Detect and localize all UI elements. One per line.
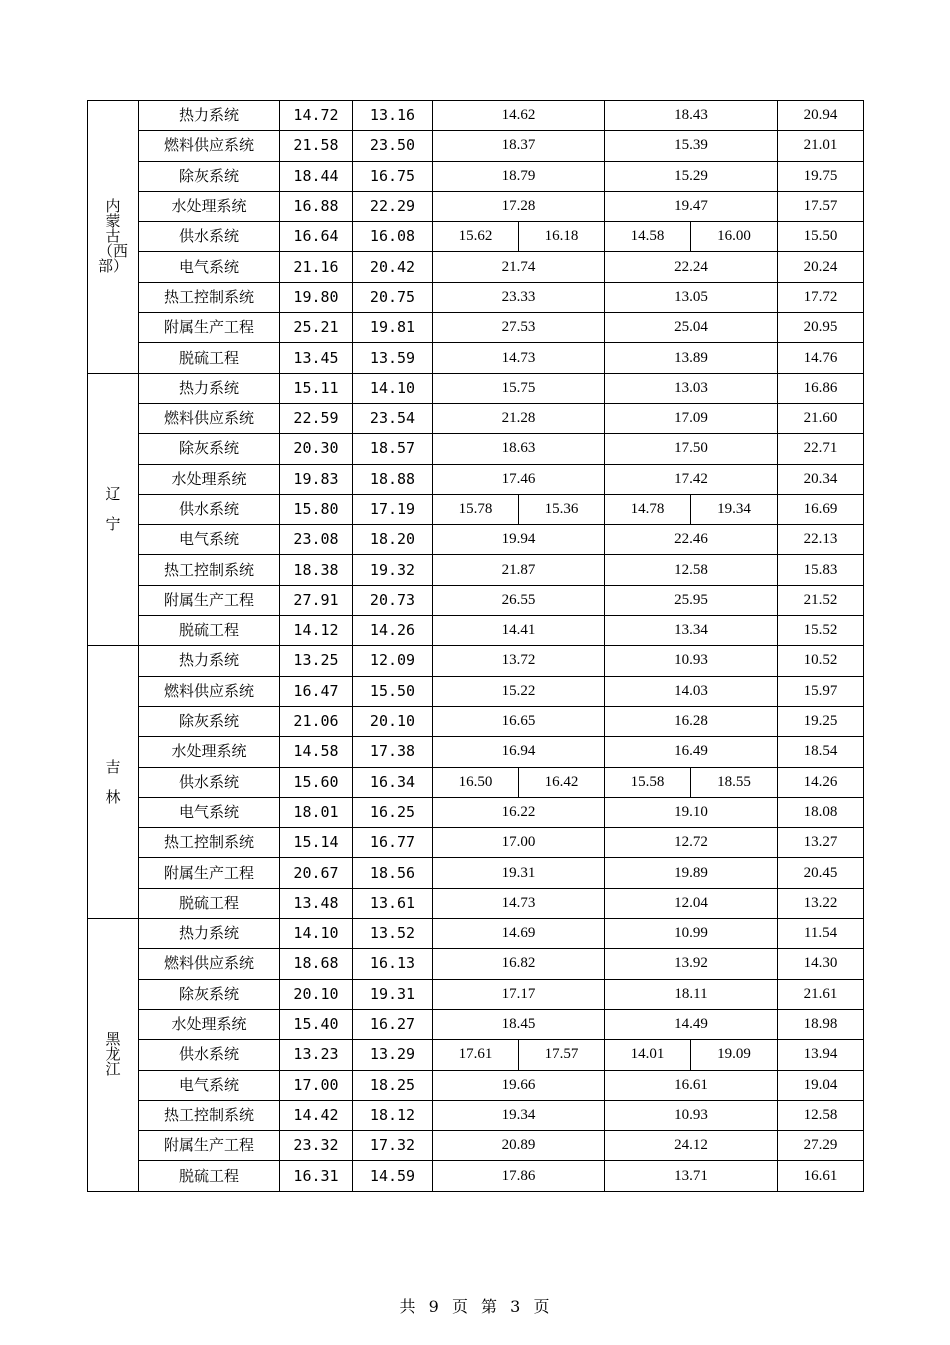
value-cell-2: 18.12 <box>353 1100 433 1130</box>
value-cell-5: 16.49 <box>605 737 778 767</box>
value-cell-3: 14.69 <box>433 919 605 949</box>
value-cell-1: 18.38 <box>280 555 353 585</box>
value-cell-7: 20.24 <box>778 252 864 282</box>
table-row <box>88 1131 864 1161</box>
value-cell-7: 22.13 <box>778 525 864 555</box>
value-cell-2: 15.50 <box>353 676 433 706</box>
system-label-cell: 热力系统 <box>139 919 280 949</box>
value-cell-5: 14.01 <box>605 1040 691 1070</box>
value-cell-7: 20.45 <box>778 858 864 888</box>
system-label-cell: 供水系统 <box>139 767 280 797</box>
footer-total-pages: 9 <box>428 1297 440 1316</box>
system-label-cell: 附属生产工程 <box>139 585 280 615</box>
value-cell-7: 22.71 <box>778 434 864 464</box>
value-cell-1: 25.21 <box>280 313 353 343</box>
value-cell-2: 19.81 <box>353 313 433 343</box>
value-cell-1: 15.11 <box>280 373 353 403</box>
value-cell-2: 18.20 <box>353 525 433 555</box>
table-row <box>88 313 864 343</box>
value-cell-3: 21.87 <box>433 555 605 585</box>
value-cell-5: 14.49 <box>605 1009 778 1039</box>
value-cell-4: 16.18 <box>519 222 605 252</box>
value-cell-1: 18.68 <box>280 949 353 979</box>
value-cell-7: 11.54 <box>778 919 864 949</box>
value-cell-3: 19.31 <box>433 858 605 888</box>
value-cell-3: 16.22 <box>433 797 605 827</box>
value-cell-1: 20.30 <box>280 434 353 464</box>
value-cell-2: 20.73 <box>353 585 433 615</box>
value-cell-7: 19.75 <box>778 161 864 191</box>
value-cell-7: 21.61 <box>778 979 864 1009</box>
value-cell-2: 12.09 <box>353 646 433 676</box>
value-cell-2: 16.75 <box>353 161 433 191</box>
value-cell-1: 14.58 <box>280 737 353 767</box>
system-label-cell: 燃料供应系统 <box>139 403 280 433</box>
table-row <box>88 282 864 312</box>
system-label-cell: 热力系统 <box>139 646 280 676</box>
value-cell-3: 13.72 <box>433 646 605 676</box>
value-cell-1: 14.42 <box>280 1100 353 1130</box>
value-cell-5: 17.50 <box>605 434 778 464</box>
value-cell-5: 15.29 <box>605 161 778 191</box>
footer-di: 第 <box>481 1297 499 1316</box>
table-row <box>88 797 864 827</box>
value-cell-1: 21.58 <box>280 131 353 161</box>
system-label-cell: 燃料供应系统 <box>139 131 280 161</box>
system-label-cell: 脱硫工程 <box>139 616 280 646</box>
table-row <box>88 949 864 979</box>
value-cell-5: 10.93 <box>605 1100 778 1130</box>
value-cell-5: 15.58 <box>605 767 691 797</box>
value-cell-3: 15.75 <box>433 373 605 403</box>
value-cell-7: 21.60 <box>778 403 864 433</box>
value-cell-7: 15.50 <box>778 222 864 252</box>
footer-current-page: 3 <box>510 1297 522 1316</box>
value-cell-7: 20.95 <box>778 313 864 343</box>
value-cell-1: 13.45 <box>280 343 353 373</box>
value-cell-3: 14.73 <box>433 888 605 918</box>
value-cell-5: 12.04 <box>605 888 778 918</box>
region-name-line: 古 <box>105 227 121 246</box>
value-cell-3: 17.46 <box>433 464 605 494</box>
region-name-line: 宁 <box>105 515 121 533</box>
value-cell-2: 13.52 <box>353 919 433 949</box>
value-cell-3: 17.86 <box>433 1161 605 1191</box>
table-row <box>88 1040 864 1070</box>
value-cell-1: 16.47 <box>280 676 353 706</box>
value-cell-4: 16.42 <box>519 767 605 797</box>
region-cell <box>88 101 139 374</box>
value-cell-2: 17.32 <box>353 1131 433 1161</box>
footer-gong: 共 <box>399 1297 417 1316</box>
system-label-cell: 热力系统 <box>139 373 280 403</box>
value-cell-5: 12.72 <box>605 828 778 858</box>
table-row <box>88 1100 864 1130</box>
value-cell-7: 19.25 <box>778 706 864 736</box>
system-label-cell: 水处理系统 <box>139 464 280 494</box>
value-cell-5: 13.05 <box>605 282 778 312</box>
value-cell-2: 17.38 <box>353 737 433 767</box>
value-cell-7: 14.26 <box>778 767 864 797</box>
value-cell-1: 16.64 <box>280 222 353 252</box>
system-label-cell: 除灰系统 <box>139 434 280 464</box>
value-cell-2: 18.56 <box>353 858 433 888</box>
footer-ye: 页 <box>451 1297 469 1316</box>
value-cell-7: 20.34 <box>778 464 864 494</box>
value-cell-5: 13.92 <box>605 949 778 979</box>
value-cell-2: 16.77 <box>353 828 433 858</box>
value-cell-5: 14.78 <box>605 494 691 524</box>
value-cell-3: 19.34 <box>433 1100 605 1130</box>
value-cell-3: 21.74 <box>433 252 605 282</box>
system-label-cell: 附属生产工程 <box>139 1131 280 1161</box>
system-label-cell: 电气系统 <box>139 1070 280 1100</box>
value-cell-7: 13.22 <box>778 888 864 918</box>
system-label-cell: 热力系统 <box>139 101 280 131</box>
table-body <box>88 101 864 1192</box>
value-cell-3: 23.33 <box>433 282 605 312</box>
system-label-cell: 电气系统 <box>139 525 280 555</box>
value-cell-7: 14.30 <box>778 949 864 979</box>
value-cell-2: 23.50 <box>353 131 433 161</box>
cost-index-table <box>87 100 864 1192</box>
value-cell-1: 17.00 <box>280 1070 353 1100</box>
value-cell-2: 13.59 <box>353 343 433 373</box>
value-cell-7: 15.52 <box>778 616 864 646</box>
value-cell-3: 16.82 <box>433 949 605 979</box>
table-row <box>88 101 864 131</box>
value-cell-1: 13.23 <box>280 1040 353 1070</box>
value-cell-1: 16.31 <box>280 1161 353 1191</box>
value-cell-1: 22.59 <box>280 403 353 433</box>
value-cell-2: 14.10 <box>353 373 433 403</box>
system-label-cell: 脱硫工程 <box>139 343 280 373</box>
table-row <box>88 767 864 797</box>
value-cell-2: 19.32 <box>353 555 433 585</box>
system-label-cell: 脱硫工程 <box>139 888 280 918</box>
value-cell-7: 18.08 <box>778 797 864 827</box>
value-cell-7: 16.61 <box>778 1161 864 1191</box>
region-name-line: 辽 <box>105 485 121 503</box>
value-cell-7: 13.94 <box>778 1040 864 1070</box>
value-cell-5: 13.03 <box>605 373 778 403</box>
value-cell-2: 16.25 <box>353 797 433 827</box>
value-cell-3: 18.79 <box>433 161 605 191</box>
system-label-cell: 水处理系统 <box>139 737 280 767</box>
value-cell-1: 16.88 <box>280 191 353 221</box>
value-cell-2: 22.29 <box>353 191 433 221</box>
value-cell-1: 27.91 <box>280 585 353 615</box>
value-cell-3: 17.61 <box>433 1040 519 1070</box>
value-cell-2: 13.29 <box>353 1040 433 1070</box>
value-cell-7: 19.04 <box>778 1070 864 1100</box>
value-cell-4: 17.57 <box>519 1040 605 1070</box>
value-cell-6: 16.00 <box>691 222 778 252</box>
value-cell-7: 12.58 <box>778 1100 864 1130</box>
region-name-line: 吉 <box>105 757 121 776</box>
value-cell-2: 20.75 <box>353 282 433 312</box>
value-cell-3: 20.89 <box>433 1131 605 1161</box>
region-name-line: 林 <box>105 787 121 806</box>
value-cell-1: 23.32 <box>280 1131 353 1161</box>
value-cell-7: 17.72 <box>778 282 864 312</box>
system-label-cell: 热工控制系统 <box>139 282 280 312</box>
table-row <box>88 373 864 403</box>
value-cell-2: 16.34 <box>353 767 433 797</box>
value-cell-5: 19.10 <box>605 797 778 827</box>
value-cell-5: 13.89 <box>605 343 778 373</box>
value-cell-2: 13.61 <box>353 888 433 918</box>
system-label-cell: 热工控制系统 <box>139 555 280 585</box>
table-row <box>88 403 864 433</box>
value-cell-3: 17.17 <box>433 979 605 1009</box>
value-cell-1: 20.67 <box>280 858 353 888</box>
value-cell-6: 19.34 <box>691 494 778 524</box>
value-cell-7: 17.57 <box>778 191 864 221</box>
table-row <box>88 222 864 252</box>
value-cell-1: 21.16 <box>280 252 353 282</box>
value-cell-2: 16.13 <box>353 949 433 979</box>
value-cell-1: 18.01 <box>280 797 353 827</box>
table-row <box>88 434 864 464</box>
table-row <box>88 555 864 585</box>
value-cell-3: 27.53 <box>433 313 605 343</box>
system-label-cell: 电气系统 <box>139 797 280 827</box>
value-cell-3: 15.22 <box>433 676 605 706</box>
table-row <box>88 676 864 706</box>
value-cell-5: 22.46 <box>605 525 778 555</box>
region-name-line: （西 <box>97 242 128 261</box>
value-cell-5: 12.58 <box>605 555 778 585</box>
page-footer <box>0 1294 950 1317</box>
value-cell-6: 18.55 <box>691 767 778 797</box>
value-cell-7: 20.94 <box>778 101 864 131</box>
system-label-cell: 供水系统 <box>139 494 280 524</box>
value-cell-1: 15.40 <box>280 1009 353 1039</box>
value-cell-7: 15.97 <box>778 676 864 706</box>
value-cell-5: 14.03 <box>605 676 778 706</box>
value-cell-7: 14.76 <box>778 343 864 373</box>
value-cell-3: 18.37 <box>433 131 605 161</box>
value-cell-5: 25.95 <box>605 585 778 615</box>
system-label-cell: 除灰系统 <box>139 706 280 736</box>
value-cell-2: 18.57 <box>353 434 433 464</box>
value-cell-7: 16.69 <box>778 494 864 524</box>
value-cell-3: 17.28 <box>433 191 605 221</box>
system-label-cell: 供水系统 <box>139 1040 280 1070</box>
value-cell-5: 17.42 <box>605 464 778 494</box>
value-cell-2: 20.42 <box>353 252 433 282</box>
table-row <box>88 252 864 282</box>
value-cell-7: 21.01 <box>778 131 864 161</box>
value-cell-5: 10.93 <box>605 646 778 676</box>
region-cell <box>88 919 139 1192</box>
table-row <box>88 979 864 1009</box>
system-label-cell: 附属生产工程 <box>139 313 280 343</box>
value-cell-5: 13.34 <box>605 616 778 646</box>
table-row <box>88 525 864 555</box>
value-cell-6: 19.09 <box>691 1040 778 1070</box>
value-cell-2: 13.16 <box>353 101 433 131</box>
value-cell-7: 27.29 <box>778 1131 864 1161</box>
value-cell-3: 14.41 <box>433 616 605 646</box>
region-name-line: 部） <box>97 257 128 276</box>
system-label-cell: 附属生产工程 <box>139 858 280 888</box>
system-label-cell: 燃料供应系统 <box>139 676 280 706</box>
system-label-cell: 热工控制系统 <box>139 1100 280 1130</box>
table-row <box>88 161 864 191</box>
footer-ye-2: 页 <box>533 1297 551 1316</box>
value-cell-1: 14.10 <box>280 919 353 949</box>
table-row <box>88 919 864 949</box>
value-cell-2: 18.25 <box>353 1070 433 1100</box>
value-cell-7: 21.52 <box>778 585 864 615</box>
table-row <box>88 737 864 767</box>
value-cell-5: 13.71 <box>605 1161 778 1191</box>
value-cell-1: 15.80 <box>280 494 353 524</box>
value-cell-3: 16.50 <box>433 767 519 797</box>
region-name-line: 蒙 <box>105 212 121 231</box>
region-name-line: 黑 <box>105 1030 121 1049</box>
value-cell-4: 15.36 <box>519 494 605 524</box>
value-cell-1: 20.10 <box>280 979 353 1009</box>
region-name-line: 内 <box>105 197 121 216</box>
value-cell-3: 14.73 <box>433 343 605 373</box>
value-cell-3: 19.94 <box>433 525 605 555</box>
value-cell-3: 18.63 <box>433 434 605 464</box>
value-cell-1: 13.48 <box>280 888 353 918</box>
value-cell-1: 13.25 <box>280 646 353 676</box>
table-row <box>88 1161 864 1191</box>
value-cell-5: 16.28 <box>605 706 778 736</box>
value-cell-3: 21.28 <box>433 403 605 433</box>
value-cell-2: 16.08 <box>353 222 433 252</box>
value-cell-1: 19.83 <box>280 464 353 494</box>
value-cell-5: 18.11 <box>605 979 778 1009</box>
value-cell-3: 26.55 <box>433 585 605 615</box>
table-row <box>88 1009 864 1039</box>
value-cell-1: 15.14 <box>280 828 353 858</box>
value-cell-5: 15.39 <box>605 131 778 161</box>
table-row <box>88 343 864 373</box>
system-label-cell: 供水系统 <box>139 222 280 252</box>
table-row <box>88 706 864 736</box>
value-cell-7: 15.83 <box>778 555 864 585</box>
value-cell-1: 19.80 <box>280 282 353 312</box>
table-row <box>88 888 864 918</box>
value-cell-2: 14.59 <box>353 1161 433 1191</box>
value-cell-3: 16.65 <box>433 706 605 736</box>
value-cell-2: 20.10 <box>353 706 433 736</box>
value-cell-5: 14.58 <box>605 222 691 252</box>
value-cell-5: 18.43 <box>605 101 778 131</box>
system-label-cell: 热工控制系统 <box>139 828 280 858</box>
value-cell-1: 15.60 <box>280 767 353 797</box>
table-row <box>88 828 864 858</box>
value-cell-5: 10.99 <box>605 919 778 949</box>
value-cell-1: 21.06 <box>280 706 353 736</box>
value-cell-7: 10.52 <box>778 646 864 676</box>
value-cell-1: 18.44 <box>280 161 353 191</box>
value-cell-5: 22.24 <box>605 252 778 282</box>
system-label-cell: 电气系统 <box>139 252 280 282</box>
region-name-line: 龙 <box>105 1045 121 1064</box>
value-cell-3: 16.94 <box>433 737 605 767</box>
table-row <box>88 191 864 221</box>
value-cell-1: 14.12 <box>280 616 353 646</box>
table-row <box>88 494 864 524</box>
table-row <box>88 131 864 161</box>
value-cell-5: 17.09 <box>605 403 778 433</box>
value-cell-3: 19.66 <box>433 1070 605 1100</box>
value-cell-7: 18.54 <box>778 737 864 767</box>
table-row <box>88 464 864 494</box>
value-cell-5: 24.12 <box>605 1131 778 1161</box>
value-cell-5: 25.04 <box>605 313 778 343</box>
value-cell-5: 19.47 <box>605 191 778 221</box>
system-label-cell: 除灰系统 <box>139 979 280 1009</box>
value-cell-3: 14.62 <box>433 101 605 131</box>
value-cell-2: 17.19 <box>353 494 433 524</box>
value-cell-7: 13.27 <box>778 828 864 858</box>
region-cell <box>88 373 139 646</box>
value-cell-7: 16.86 <box>778 373 864 403</box>
region-name-line: 江 <box>105 1060 121 1079</box>
value-cell-2: 16.27 <box>353 1009 433 1039</box>
value-cell-3: 17.00 <box>433 828 605 858</box>
value-cell-5: 19.89 <box>605 858 778 888</box>
value-cell-1: 14.72 <box>280 101 353 131</box>
system-label-cell: 水处理系统 <box>139 191 280 221</box>
value-cell-3: 15.62 <box>433 222 519 252</box>
value-cell-2: 19.31 <box>353 979 433 1009</box>
value-cell-5: 16.61 <box>605 1070 778 1100</box>
table-row <box>88 858 864 888</box>
system-label-cell: 燃料供应系统 <box>139 949 280 979</box>
value-cell-3: 15.78 <box>433 494 519 524</box>
value-cell-2: 18.88 <box>353 464 433 494</box>
value-cell-3: 18.45 <box>433 1009 605 1039</box>
table-row <box>88 1070 864 1100</box>
value-cell-7: 18.98 <box>778 1009 864 1039</box>
table-row <box>88 585 864 615</box>
value-cell-1: 23.08 <box>280 525 353 555</box>
system-label-cell: 除灰系统 <box>139 161 280 191</box>
value-cell-2: 14.26 <box>353 616 433 646</box>
system-label-cell: 脱硫工程 <box>139 1161 280 1191</box>
table-row <box>88 646 864 676</box>
value-cell-2: 23.54 <box>353 403 433 433</box>
system-label-cell: 水处理系统 <box>139 1009 280 1039</box>
region-cell <box>88 646 139 919</box>
table-row <box>88 616 864 646</box>
